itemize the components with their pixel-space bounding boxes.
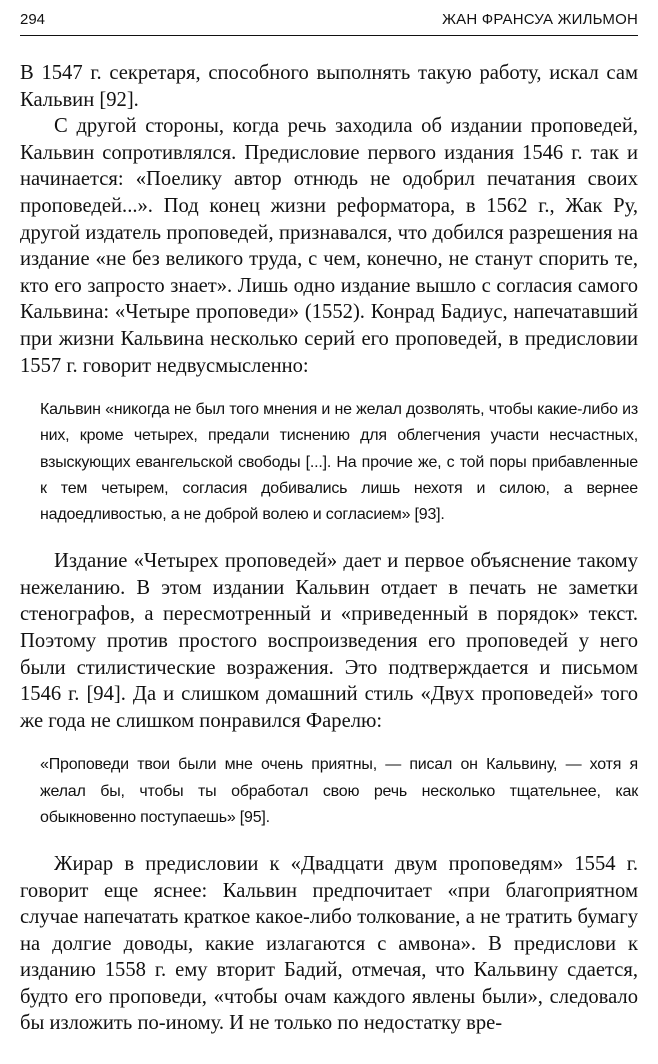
running-title: ЖАН ФРАНСУА ЖИЛЬМОН bbox=[442, 11, 638, 28]
block-quote-2: «Проповеди твои были мне очень приятны, — писал он Кальвину, — хотя я желал бы, чтобы ты обработал свою речь несколько тщательнее, как обыкновенно поступаешь» [95]. bbox=[40, 756, 638, 826]
header-rule bbox=[20, 35, 638, 36]
block-quote-1: Кальвин «никогда не был того мнения и не желал дозволять, чтобы какие-либо из них, кроме четырех, предали тиснению для облегчения участи несчастных, взыскующих евангельской свободы [...]. На прочие же, с той поры прибавленные к тем четырем, согласия добивались лишь нехотя и силою, а вернее надоедливостью, а не доброй волею и согласием» [93]. bbox=[40, 401, 638, 523]
book-page bbox=[20, 0, 638, 1064]
running-head bbox=[20, 8, 638, 32]
page-number: 294 bbox=[20, 11, 46, 28]
paragraph-3: Издание «Четырех проповедей» дает и первое объяснение такому нежеланию. В этом издании Кальвин отдает в печать не заметки стенографов, а пересмотренный и «приведенный в порядок» текст. Поэтому против простого воспроизведения его проповедей у него были стилистические возражения. Это подтверждается и письмом 1546 г. [94]. Да и слишком домашний стиль «Двух проповедей» того же года не слишком понравился Фарелю: bbox=[20, 550, 638, 732]
paragraph-2: С другой стороны, когда речь заходила об издании проповедей, Кальвин сопротивлялся. Предисловие первого издания 1546 г. так и начинается: «Поелику автор отнюдь не одобрил печатания своих проповедей...». Под конец жизни реформатора, в 1562 г., Жак Ру, другой издатель проповедей, признавался, что добился разрешения на издание «не без великого труда, с чем, конечно, не станут спорить те, кто его запросто знает». Лишь одно издание вышло с согласия самого Кальвина: «Четыре проповеди» (1552). Конрад Бадиус, напечатавший при жизни Кальвина несколько серий его проповедей, в предисловии 1557 г. говорит недвусмысленно: bbox=[20, 115, 638, 377]
body-text bbox=[20, 60, 638, 1037]
paragraph-4: Жирар в предисловии к «Двадцати двум проповедям» 1554 г. говорит еще яснее: Кальвин предпочитает «при благоприятном случае напечатать краткое какое-либо толкование, а не тратить бумагу на долгие доводы, какие излагаются с амвона». В предислови к изданию 1558 г. ему вторит Бадий, отмечая, что Кальвину сдается, будто его проповеди, «чтобы очам каждого явлены были», следовало бы изложить по-иному. И не только по недостатку вре- bbox=[20, 852, 638, 1035]
paragraph-1: В 1547 г. секретаря, способного выполнять такую работу, искал сам Кальвин [92]. bbox=[20, 62, 638, 111]
